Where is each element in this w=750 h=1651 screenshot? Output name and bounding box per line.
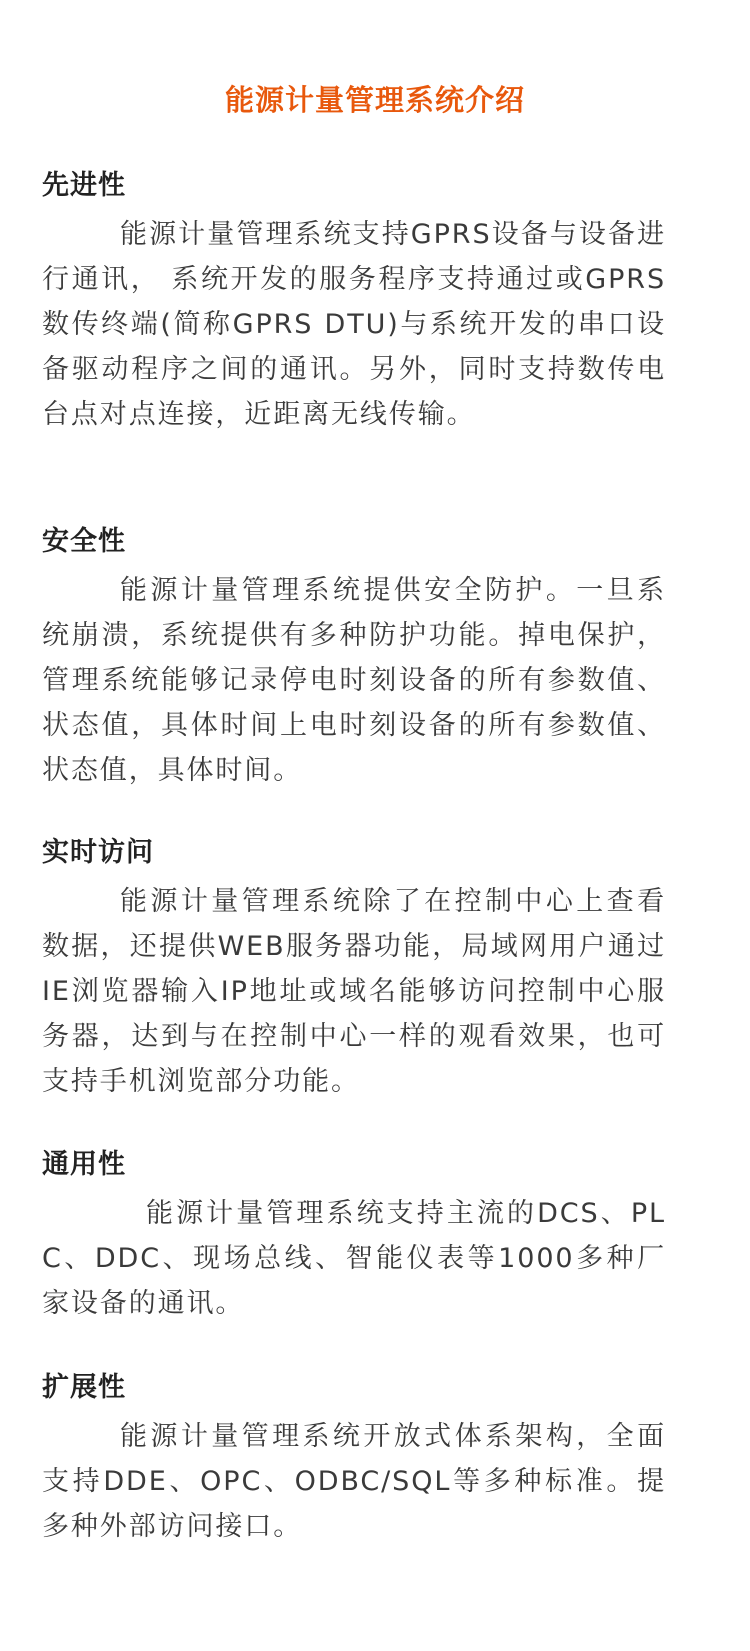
section-security <box>42 522 666 793</box>
section-heading: 安全性 <box>42 526 126 557</box>
section-advanced <box>42 166 666 437</box>
section-extensibility <box>42 1368 666 1549</box>
section-compatibility <box>42 1145 666 1326</box>
section-heading: 先进性 <box>42 170 126 201</box>
section-realtime-access <box>42 833 666 1104</box>
section-body: 能源计量管理系统开放式体系架构，全面支持DDE、OPC、ODBC/SQL等多种标准。提多种外部访问接口。 <box>42 1421 666 1542</box>
section-body: 能源计量管理系统支持主流的DCS、PLC、DDC、现场总线、智能仪表等1000多种厂家设备的通讯。 <box>42 1198 666 1319</box>
section-heading: 通用性 <box>42 1149 126 1180</box>
page-title: 能源计量管理系统介绍 <box>224 83 525 117</box>
section-body: 能源计量管理系统除了在控制中心上查看数据，还提供WEB服务器功能，局域网用户通过IE浏览器输入IP地址或域名能够访问控制中心服务器，达到与在控制中心一样的观看效果，也可支持手机浏览部分功能。 <box>42 886 666 1097</box>
section-body: 能源计量管理系统支持GPRS设备与设备进行通讯， 系统开发的服务程序支持通过或GPRS数传终端(简称GPRS DTU)与系统开发的串口设备驱动程序之间的通讯。另外，同时支持数传电台点对点连接，近距离无线传输。 <box>42 219 666 430</box>
section-heading: 扩展性 <box>42 1372 126 1403</box>
section-body: 能源计量管理系统提供安全防护。一旦系统崩溃，系统提供有多种防护功能。掉电保护，管理系统能够记录停电时刻设备的所有参数值、状态值，具体时间上电时刻设备的所有参数值、状态值，具体时间。 <box>42 575 666 786</box>
section-heading: 实时访问 <box>42 837 154 868</box>
